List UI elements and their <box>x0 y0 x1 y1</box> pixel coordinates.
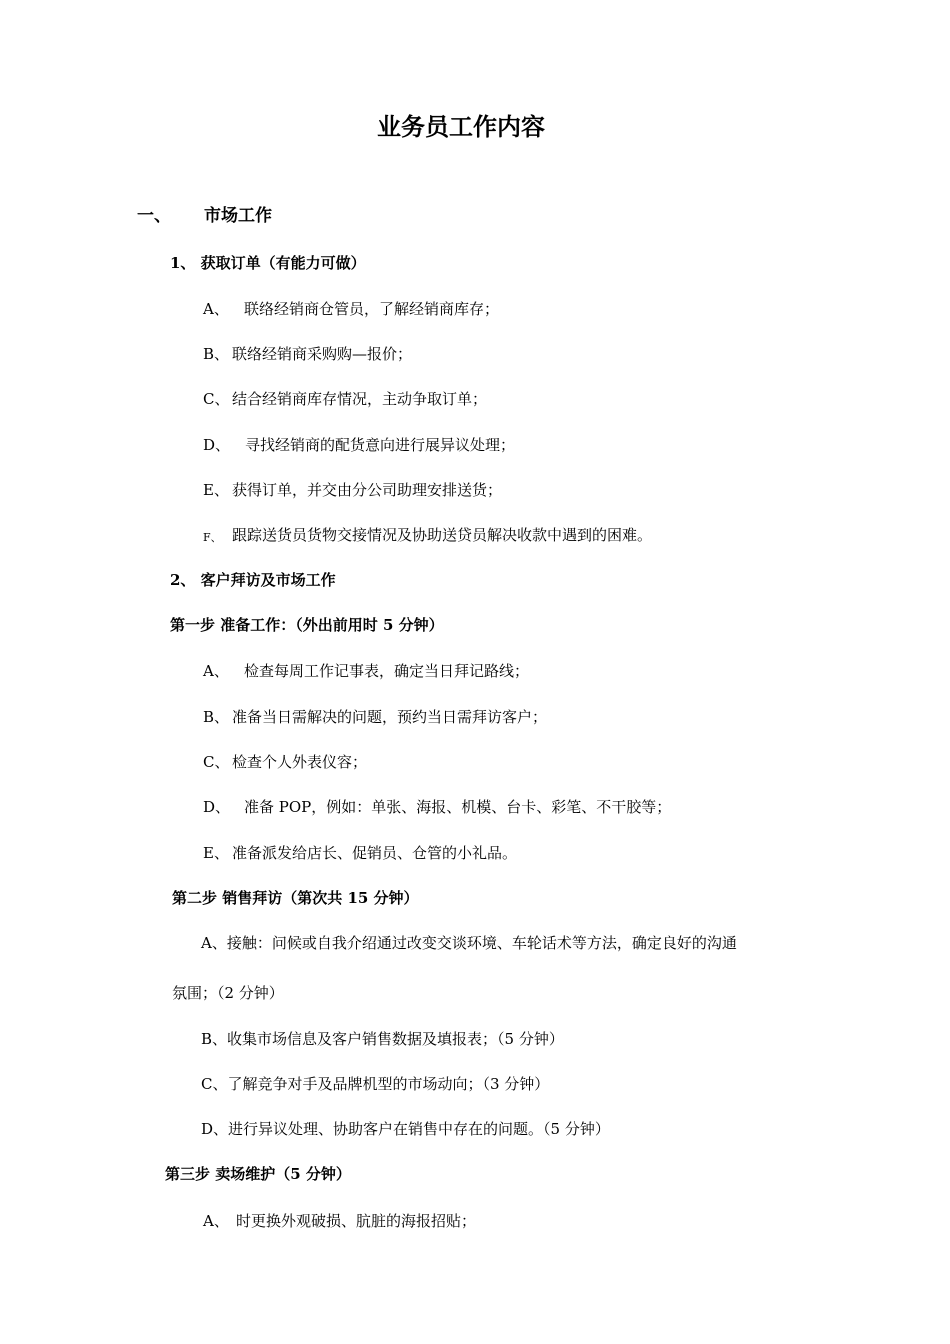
list-item-text: 准备 POP，例如：单张、海报、机模、台卡、彩笔、不干胶等； <box>244 798 672 816</box>
list-item-text: 准备当日需解决的问题，预约当日需拜访客户； <box>232 708 548 726</box>
step-heading: 第一步 准备工作：（外出前用时 5 分钟） <box>170 616 444 634</box>
list-item-prefix: A、 <box>203 1212 229 1230</box>
list-item-prefix: C、 <box>203 753 230 771</box>
list-item-prefix: D、 <box>203 798 231 816</box>
list-item: B、收集市场信息及客户销售数据及填报表；（5 分钟） <box>201 1030 564 1048</box>
section-title: 市场工作 <box>204 206 272 226</box>
list-item-text: 准备派发给店长、促销员、仓管的小礼品。 <box>232 844 518 862</box>
list-item: C、了解竞争对手及品牌机型的市场动向；（3 分钟） <box>201 1075 550 1093</box>
list-item-text: 检查个人外表仪容； <box>232 753 368 771</box>
list-item-prefix: F、 <box>203 531 222 544</box>
list-item-prefix: B、 <box>203 345 230 363</box>
list-item-prefix: A、 <box>203 300 229 318</box>
list-item-continuation: 氛围；（2 分钟） <box>172 984 284 1002</box>
list-item-text: 寻找经销商的配货意向进行展异议处理； <box>245 436 516 454</box>
subsection-heading: 2、 客户拜访及市场工作 <box>170 571 336 589</box>
step-heading: 第二步 销售拜访（第次共 15 分钟） <box>172 889 419 907</box>
list-item-text: 结合经销商库存情况，主动争取订单； <box>232 390 488 408</box>
list-item-prefix: B、 <box>203 708 230 726</box>
list-item-text: 跟踪送货员货物交接情况及协助送贷员解决收款中遇到的困难。 <box>232 526 653 544</box>
subsection-heading: 1、 获取订单（有能力可做） <box>170 254 366 272</box>
page-title: 业务员工作内容 <box>377 112 545 141</box>
list-item-prefix: D、 <box>203 436 231 454</box>
list-item: A、接触：问候或自我介绍通过改变交谈环境、车轮话术等方法，确定良好的沟通 <box>201 934 737 952</box>
list-item-text: 检查每周工作记事表，确定当日拜记路线； <box>244 662 530 680</box>
list-item: D、进行异议处理、协助客户在销售中存在的问题。（5 分钟） <box>201 1120 610 1138</box>
list-item-text: 时更换外观破损、肮脏的海报招贴； <box>236 1212 477 1230</box>
list-item-text: 联络经销商仓管员，了解经销商库存； <box>244 300 500 318</box>
list-item-prefix: E、 <box>203 844 229 862</box>
list-item-prefix: A、 <box>203 662 229 680</box>
section-number: 一、 <box>137 206 171 226</box>
list-item-text: 联络经销商采购购—报价； <box>232 345 413 363</box>
step-heading: 第三步 卖场维护（5 分钟） <box>165 1165 351 1183</box>
list-item-prefix: E、 <box>203 481 229 499</box>
list-item-text: 获得订单，并交由分公司助理安排送货； <box>232 481 503 499</box>
list-item-prefix: C、 <box>203 390 230 408</box>
